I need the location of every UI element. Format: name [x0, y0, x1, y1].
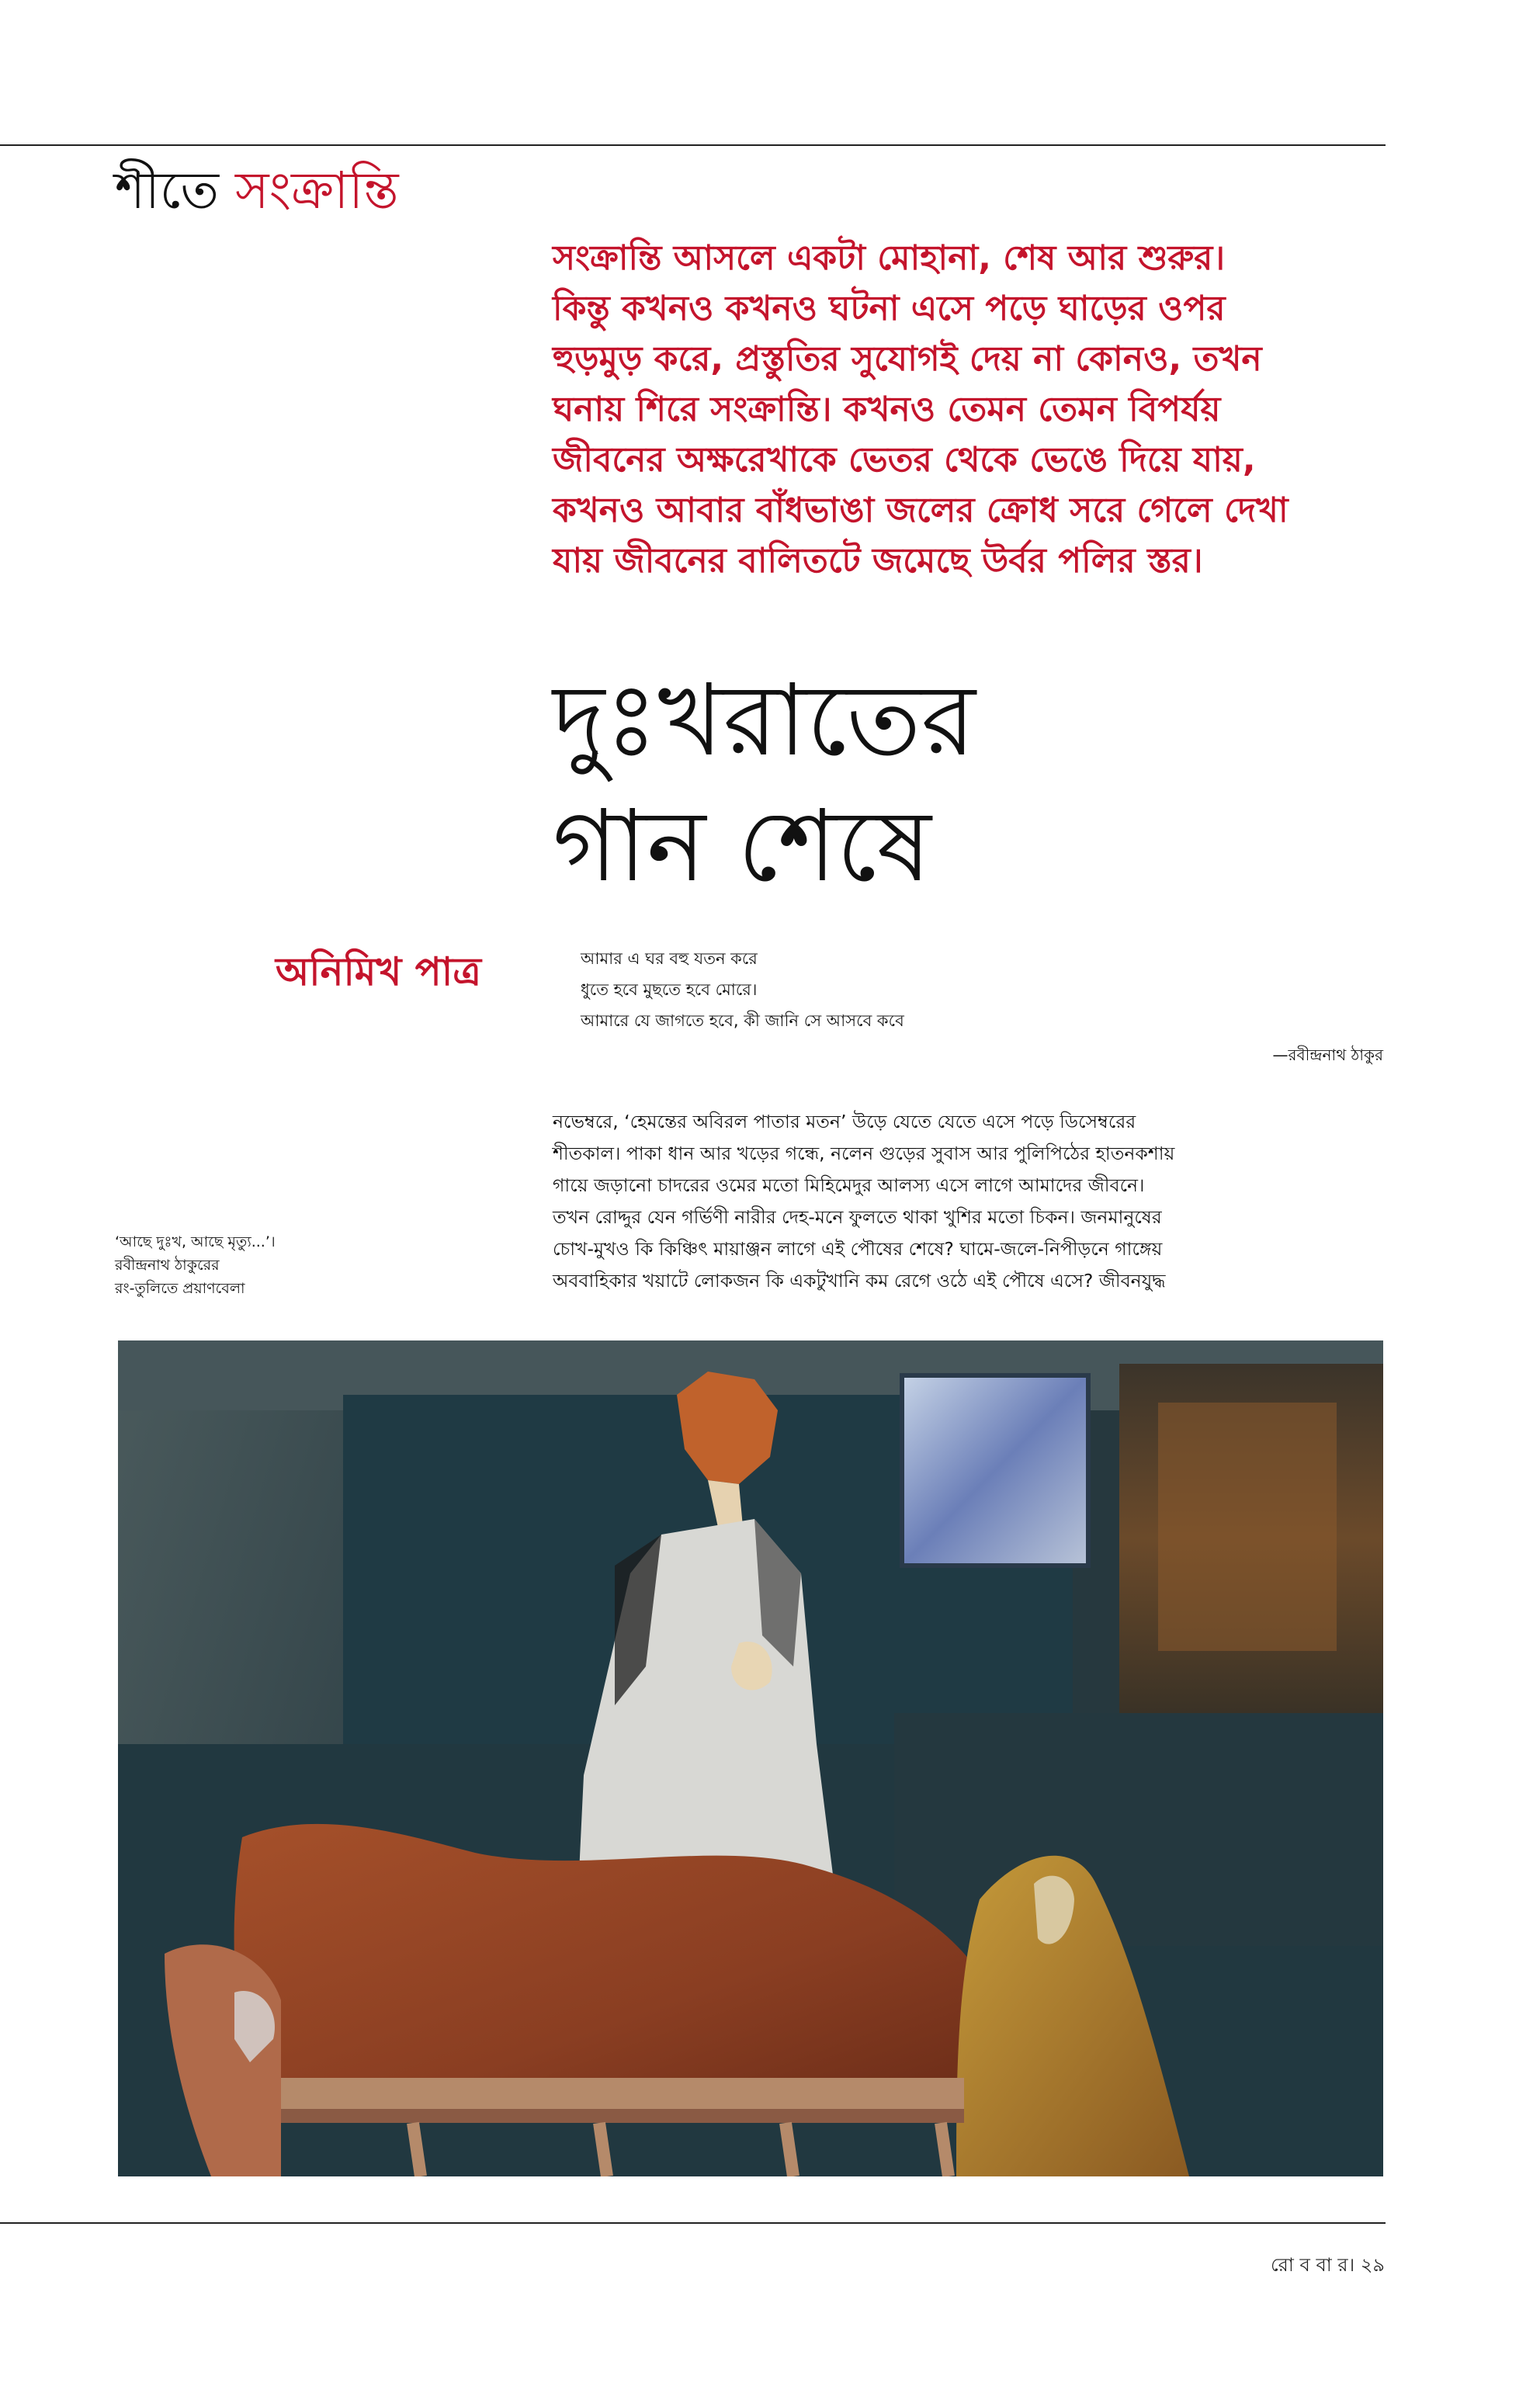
- body-line: চোখ-মুখও কি কিঞ্চিৎ মায়াঞ্জন লাগে এই পৌষের শেষে? ঘামে-জলে-নিপীড়নে গাঙ্গেয়: [553, 1238, 1163, 1260]
- caption-line: রবীন্দ্রনাথ ঠাকুরের: [115, 1257, 220, 1274]
- epigraph-line: ধুতে হবে মুছতে হবে মোরে।: [581, 980, 758, 999]
- epigraph: [581, 943, 1124, 1036]
- headline-line: দুঃখরাতের: [553, 663, 976, 779]
- intro-line: সংক্রান্তি আসলে একটা মোহানা, শেষ আর শুরুর।: [553, 238, 1226, 278]
- page-folio: রো ব বা র। ২৯: [1270, 2254, 1385, 2276]
- image-caption: [115, 1230, 425, 1300]
- intro-line: কখনও আবার বাঁধভাঙা জলের ক্রোধ সরে গেলে দেখা: [553, 491, 1289, 530]
- body-line: নভেম্বরে, ‘হেমন্তের অবিরল পাতার মতন’ উড়ে যেতে যেতে এসে পড়ে ডিসেম্বরের: [553, 1111, 1136, 1132]
- epigraph-line: আমারে যে জাগতে হবে, কী জানি সে আসবে কবে: [581, 1011, 904, 1030]
- epigraph-line: আমার এ ঘর বহু যতন করে: [581, 949, 758, 968]
- article-headline: [553, 658, 1383, 910]
- caption-line: ‘আছে দুঃখ, আছে মৃত্যু...’।: [115, 1233, 276, 1250]
- painting-image: [118, 1340, 1383, 2176]
- section-label-first: শীতে: [115, 161, 219, 220]
- author-byline: অনিমিখ পাত্র: [276, 949, 481, 994]
- section-label-second: সংক্রান্তি: [234, 161, 399, 220]
- intro-line: ঘনায় শিরে সংক্রান্তি। কখনও তেমন তেমন বিপর্যয়: [553, 390, 1221, 429]
- intro-paragraph: [553, 233, 1383, 586]
- bottom-rule: [0, 2222, 1386, 2224]
- intro-line: জীবনের অক্ষরেখাকে ভেতর থেকে ভেঙে দিয়ে যায়,: [553, 440, 1256, 480]
- body-line: অববাহিকার খয়াটে লোকজন কি একটুখানি কম রেগে ওঠে এই পৌষে এসে? জীবনযুদ্ধ: [553, 1270, 1166, 1292]
- intro-line: হুড়মুড় করে, প্রস্তুতির সুযোগই দেয় না কোনও, তখন: [553, 339, 1262, 379]
- section-label: [115, 163, 399, 220]
- article-body: [553, 1106, 1387, 1297]
- caption-line: রং-তুলিতে প্রয়াণবেলা: [115, 1280, 245, 1297]
- intro-line: যায় জীবনের বালিতটে জমেছে উর্বর পলির স্তর।: [553, 541, 1203, 581]
- body-line: তখন রোদ্দুর যেন গর্ভিণী নারীর দেহ-মনে ফুলতে থাকা খুশির মতো চিকন। জনমানুষের: [553, 1206, 1162, 1228]
- painting-illustration: [118, 1340, 1383, 2176]
- intro-line: কিন্তু কখনও কখনও ঘটনা এসে পড়ে ঘাড়ের ওপর: [553, 289, 1226, 328]
- epigraph-attribution: —রবীন্দ্রনাথ ঠাকুর: [1272, 1046, 1383, 1064]
- headline-line: গান শেষে: [553, 789, 931, 904]
- body-line: শীতকাল। পাকা ধান আর খড়ের গন্ধে, নলেন গুড়ের সুবাস আর পুলিপিঠের হাতনকশায়: [553, 1143, 1175, 1164]
- top-rule: [0, 144, 1386, 146]
- body-line: গায়ে জড়ানো চাদরের ওমের মতো মিহিমেদুর আলস্য এসে লাগে আমাদের জীবনে।: [553, 1174, 1145, 1196]
